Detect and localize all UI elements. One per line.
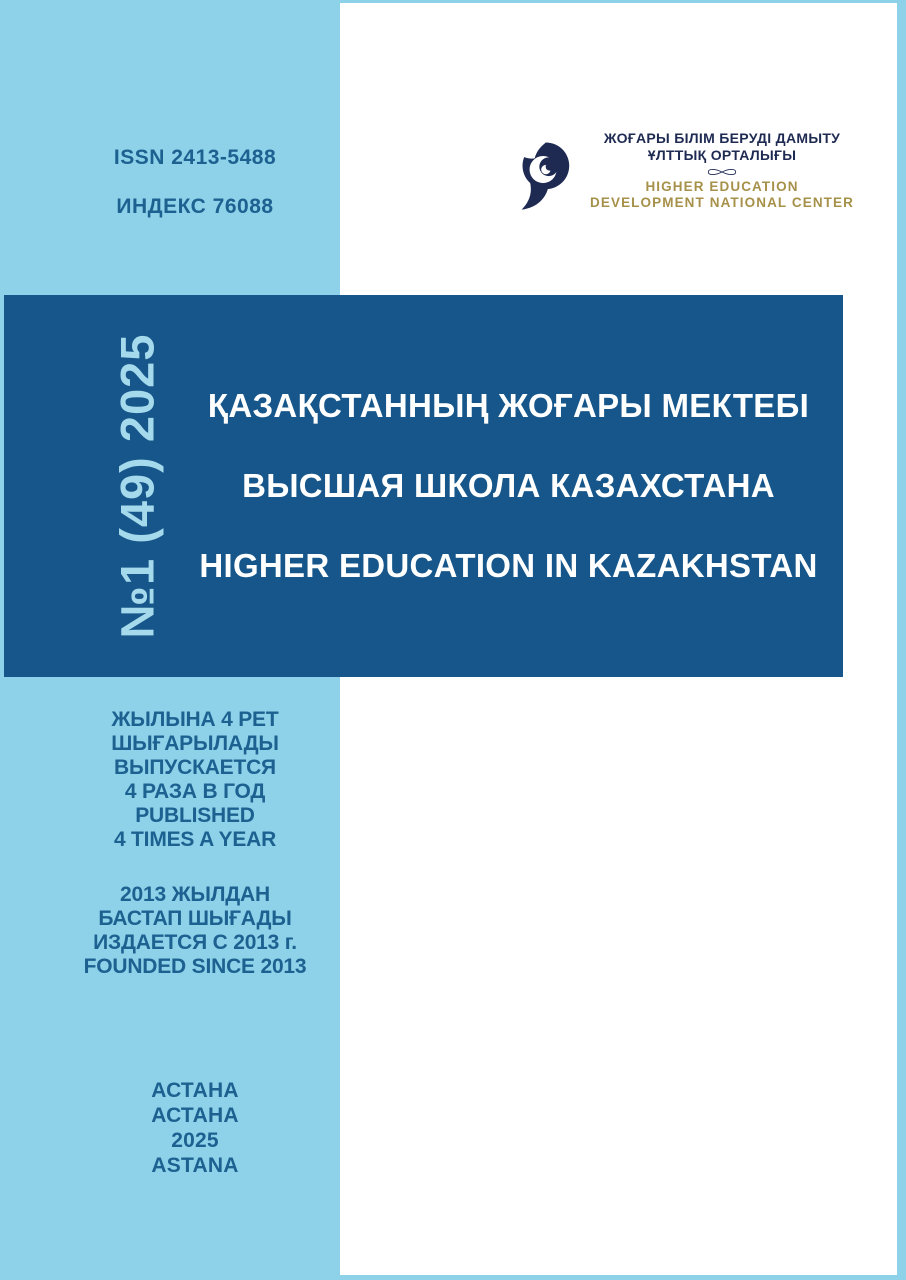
logo-text xyxy=(586,130,858,211)
journal-titles xyxy=(174,295,843,677)
logo-name-english-line1: HIGHER EDUCATION xyxy=(645,179,799,194)
founded-block xyxy=(45,883,345,979)
issn-number: ISSN 2413-5488 xyxy=(113,146,277,169)
logo-name-kazakh-line2: ҰЛТТЫҚ ОРТАЛЫҒЫ xyxy=(647,147,797,163)
imprint-line: АСТАНА xyxy=(151,1104,239,1127)
index-number: ИНДЕКС 76088 xyxy=(116,195,274,218)
swirl-ornament-icon xyxy=(516,140,572,219)
frequency-line: PUBLISHED xyxy=(135,804,255,827)
issue-number: №1 (49) 2025 xyxy=(110,333,164,639)
frequency-line: 4 РАЗА В ГОД xyxy=(124,780,266,803)
journal-title-russian: ВЫСШАЯ ШКОЛА КАЗАХСТАНА xyxy=(242,467,775,504)
frequency-line: ЖЫЛЫНА 4 РЕТ xyxy=(111,708,279,731)
imprint-line: АСТАНА xyxy=(151,1079,239,1102)
logo-name-english-line2: DEVELOPMENT NATIONAL CENTER xyxy=(590,195,854,210)
founded-line: БАСТАП ШЫҒАДЫ xyxy=(98,907,292,930)
frequency-line: 4 TIMES A YEAR xyxy=(113,828,277,851)
imprint-line: 2025 xyxy=(171,1129,219,1152)
logo-name-kazakh-line1: ЖОҒАРЫ БІЛІМ БЕРУДІ ДАМЫТУ xyxy=(603,130,841,146)
center-logo xyxy=(516,130,858,219)
frequency-block xyxy=(45,708,345,852)
journal-title-kazakh: ҚАЗАҚСТАННЫҢ ЖОҒАРЫ МЕКТЕБІ xyxy=(207,387,810,424)
founded-line: 2013 ЖЫЛДАН xyxy=(120,883,270,906)
imprint-line: ASTANA xyxy=(151,1154,239,1177)
founded-line: ИЗДАЕТСЯ С 2013 г. xyxy=(93,931,297,954)
frequency-line: ШЫҒАРЫЛАДЫ xyxy=(111,732,279,755)
imprint-block xyxy=(45,1078,345,1178)
frequency-line: ВЫПУСКАЕТСЯ xyxy=(114,756,276,779)
journal-title-english: HIGHER EDUCATION IN KAZAKHSTAN xyxy=(199,547,818,584)
identifiers-block xyxy=(45,146,345,219)
title-banner xyxy=(4,295,843,677)
infinity-divider-icon xyxy=(690,166,754,178)
founded-line: FOUNDED SINCE 2013 xyxy=(83,955,307,978)
